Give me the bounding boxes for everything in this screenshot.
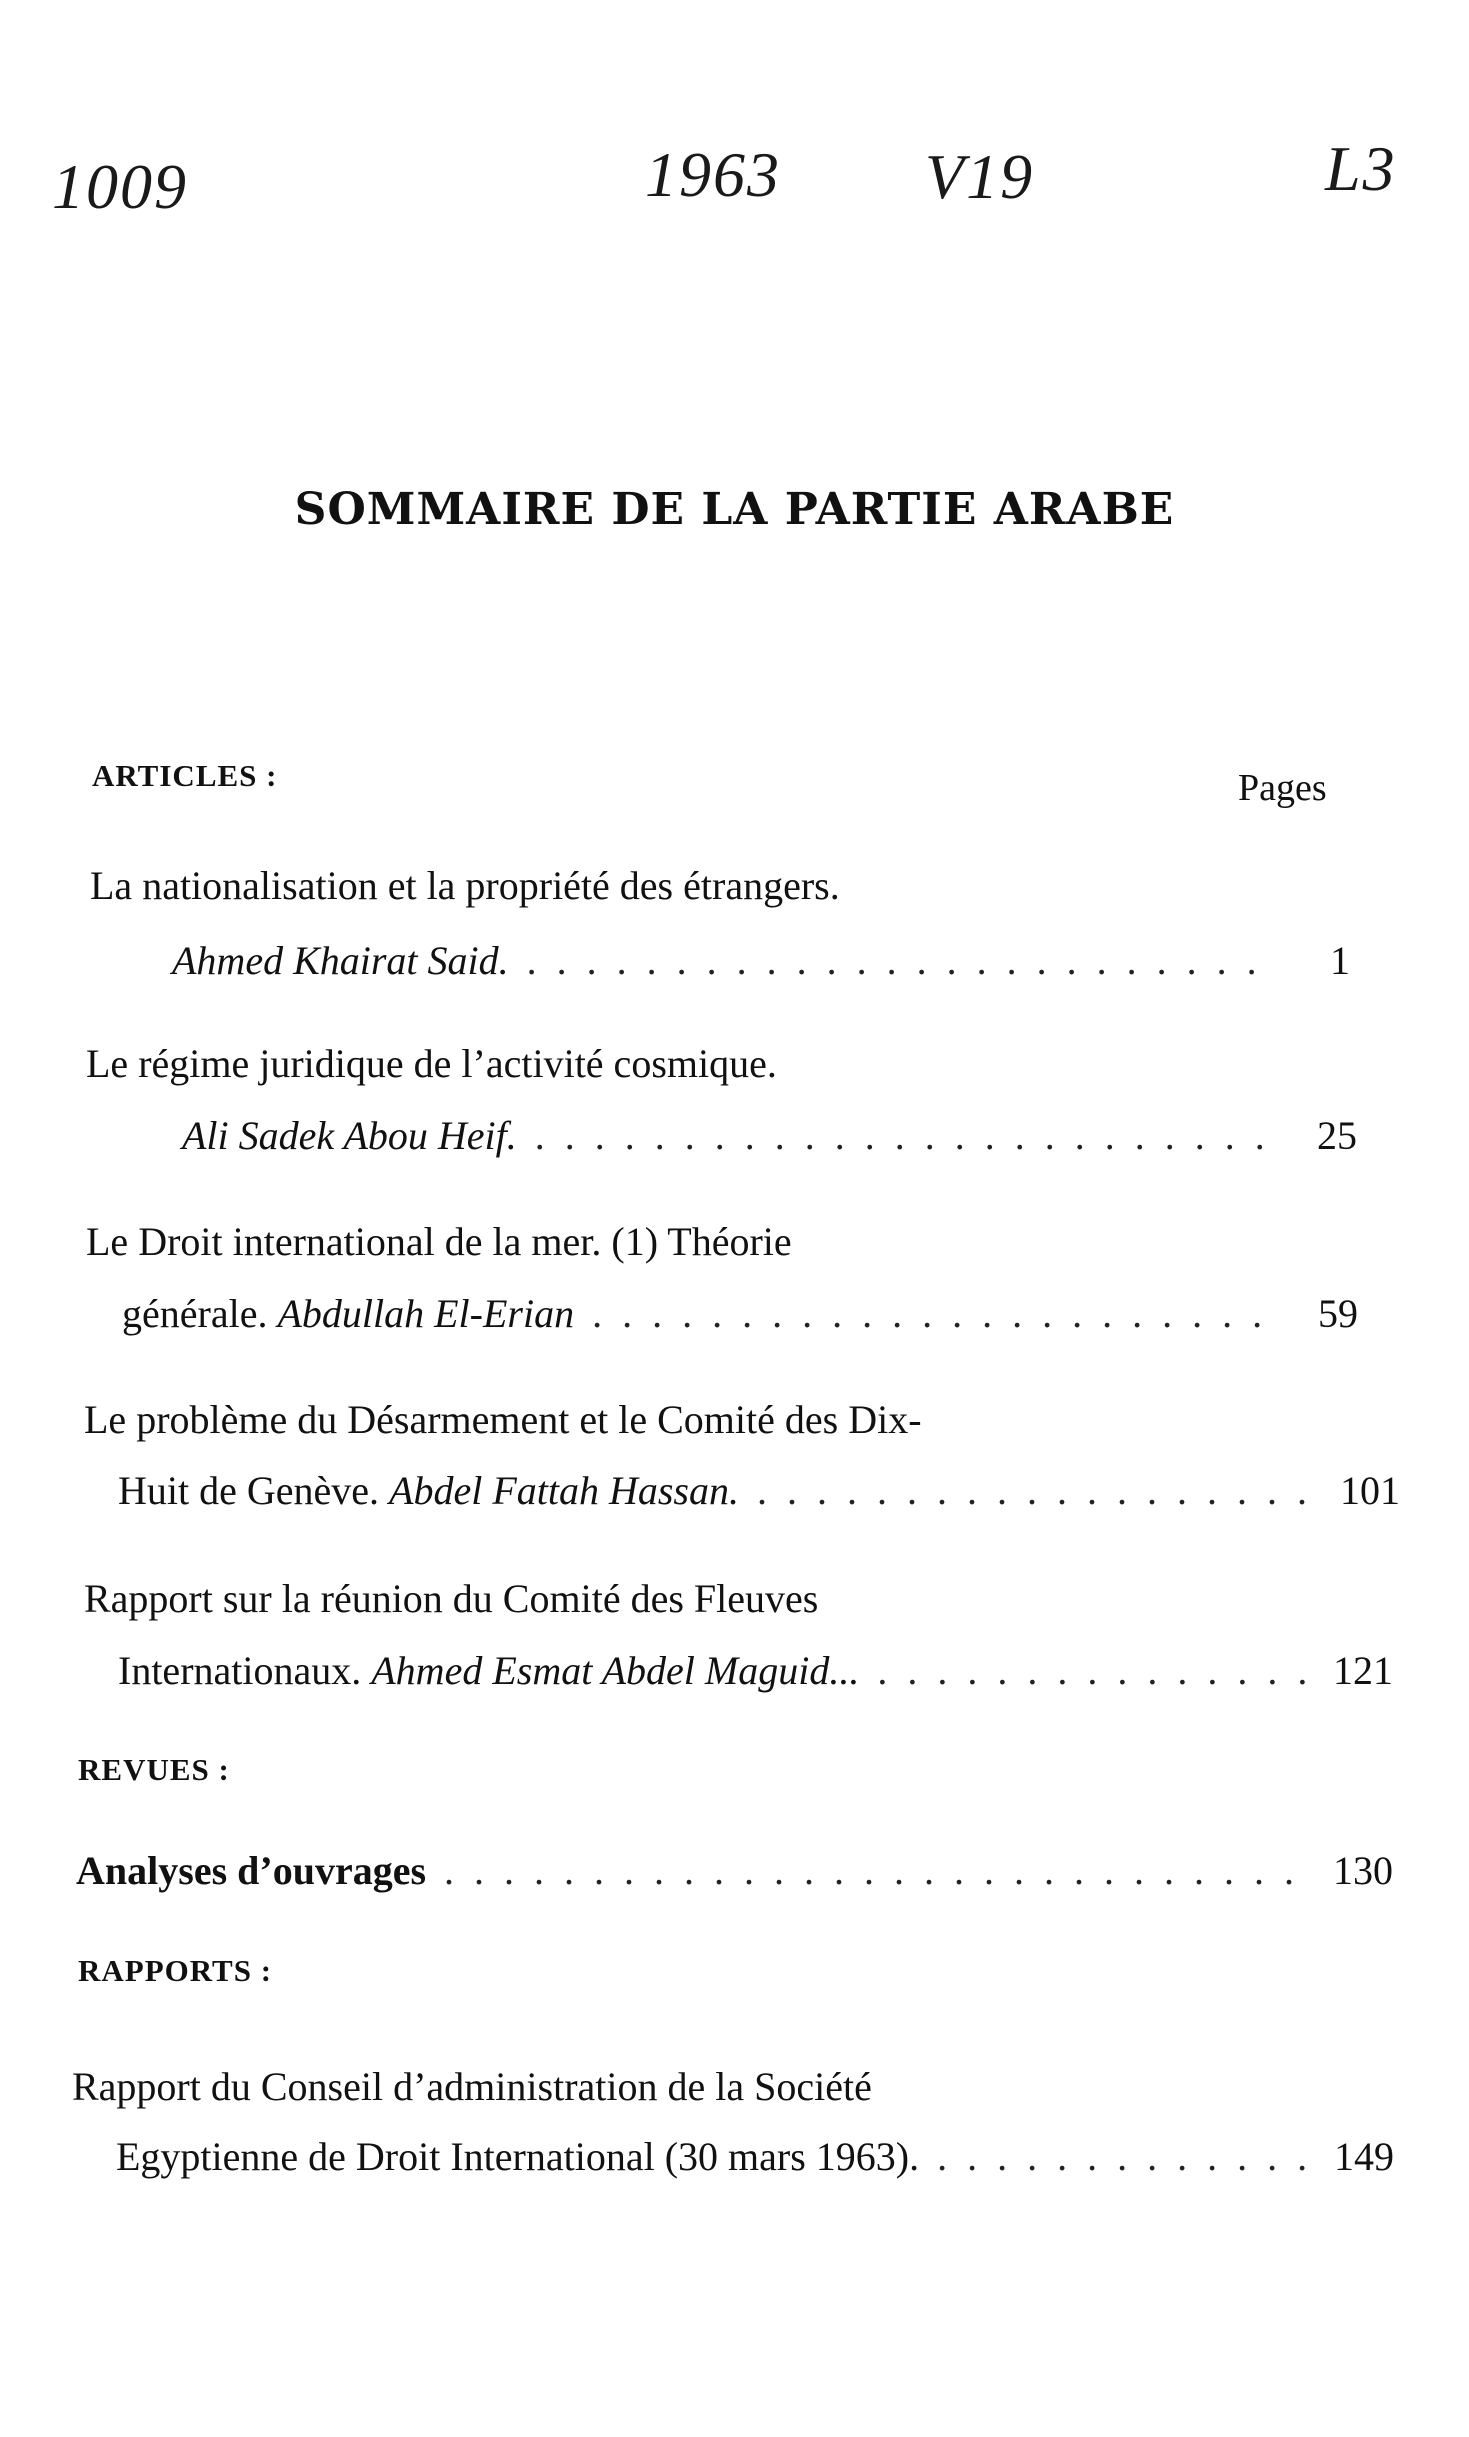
dot-leader <box>757 1467 1322 1514</box>
entry-title: Le Droit international de la mer. (1) Théorie <box>86 1219 792 1264</box>
handwritten-mark: 1963 <box>645 139 781 210</box>
entry-title: Rapport du Conseil d’administration de la Société <box>72 2064 872 2109</box>
entry-page-number: 1 <box>1330 938 1350 983</box>
entry-author: Ahmed Khairat Said. <box>172 938 509 983</box>
entry-title: Rapport sur la réunion du Comité des Fleuves <box>84 1576 819 1621</box>
entry-page-number: 121 <box>1333 1648 1393 1693</box>
dot-leader <box>877 1647 1315 1694</box>
dot-leader <box>937 2133 1316 2180</box>
entry-page-number: 25 <box>1317 1113 1357 1158</box>
entry-page-number: 130 <box>1333 1848 1393 1893</box>
handwritten-mark: 1009 <box>52 151 188 222</box>
entry-author: Ali Sadek Abou Heif. <box>182 1113 517 1158</box>
entry-byline <box>182 1112 1357 1159</box>
entry-title: Analyses d’ouvrages <box>76 1848 427 1893</box>
entry-author: Abdullah El-Erian <box>277 1291 575 1336</box>
section-label-revues: REVUES : <box>78 1752 230 1787</box>
entry-byline <box>172 937 1350 984</box>
entry-title-continuation: Egyptienne de Droit International (30 mars 1963). <box>116 2134 920 2179</box>
dot-leader <box>535 1112 1279 1159</box>
dot-leader <box>592 1290 1280 1337</box>
section-label-articles: ARTICLES : <box>92 758 278 793</box>
entry-title: Le problème du Désarmement et le Comité des Dix- <box>84 1397 922 1442</box>
entry-title: Le régime juridique de l’activité cosmique. <box>86 1041 777 1086</box>
entry-author: Abdel Fattah Hassan. <box>389 1468 739 1513</box>
handwritten-mark: V19 <box>925 141 1035 212</box>
entry-byline <box>116 2133 1394 2180</box>
entry-byline <box>76 1847 1393 1894</box>
page-title: SOMMAIRE DE LA PARTIE ARABE <box>294 484 1175 535</box>
entry-byline <box>118 1647 1393 1694</box>
entry-page-number: 101 <box>1340 1468 1400 1513</box>
handwritten-mark: L3 <box>1325 133 1397 204</box>
entry-page-number: 59 <box>1318 1291 1358 1336</box>
section-label-rapports: RAPPORTS : <box>78 1953 273 1988</box>
entry-title: La nationalisation et la propriété des étrangers. <box>90 863 840 908</box>
entry-byline <box>118 1467 1400 1514</box>
dot-leader <box>444 1847 1315 1894</box>
entry-page-number: 149 <box>1334 2134 1394 2179</box>
entry-title-continuation: Huit de Genève. <box>118 1468 380 1513</box>
pages-column-header: Pages <box>1238 767 1327 809</box>
entry-title-continuation: générale. <box>122 1291 268 1336</box>
entry-byline <box>122 1290 1358 1337</box>
dot-leader <box>527 937 1272 984</box>
entry-author: Ahmed Esmat Abdel Maguid... <box>371 1648 860 1693</box>
entry-title-continuation: Internationaux. <box>118 1648 362 1693</box>
